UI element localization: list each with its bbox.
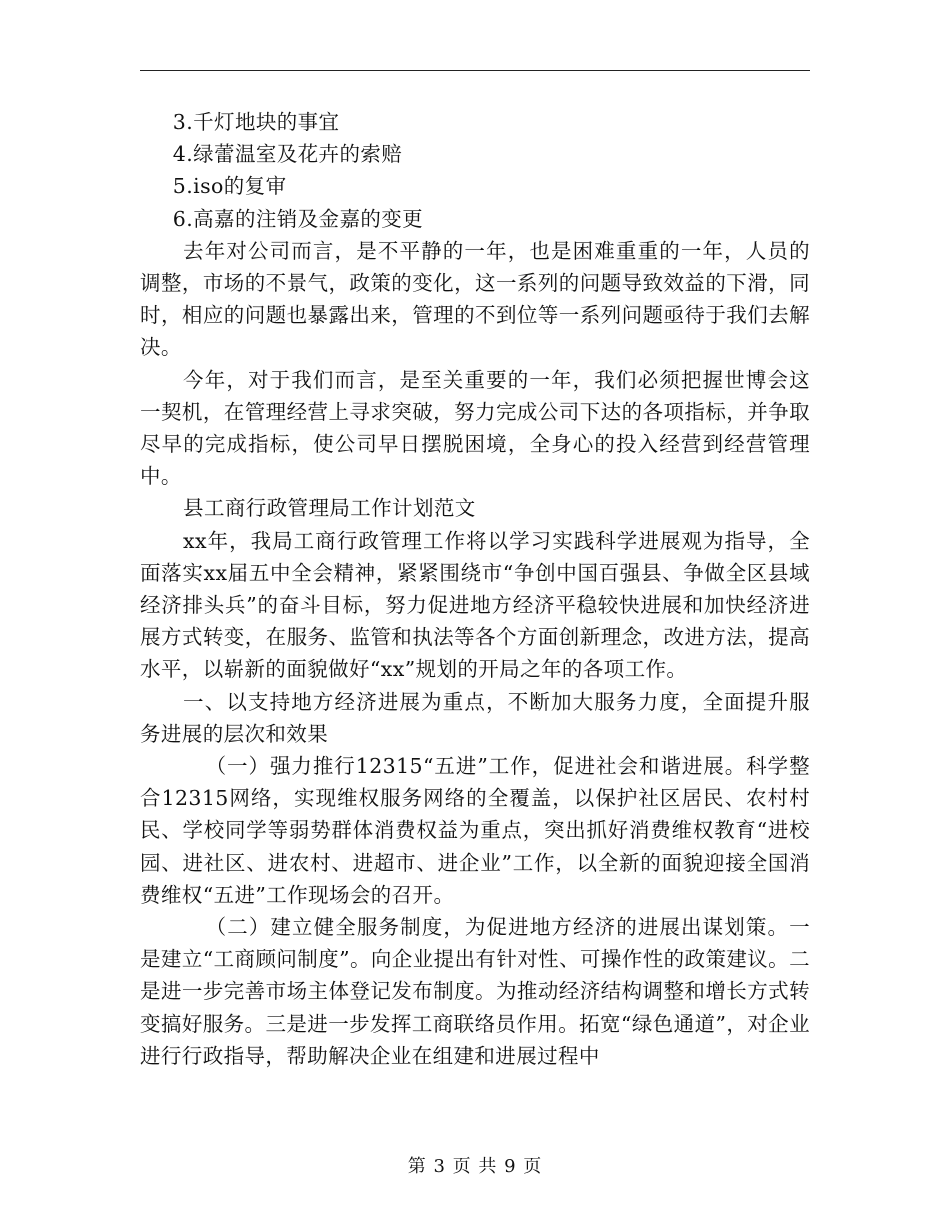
document-body <box>140 106 810 1072</box>
list-item: 6.高嘉的注销及金嘉的变更 <box>172 206 424 231</box>
paragraph: （二）建立健全服务制度，为促进地方经济的进展出谋划策。一是建立“工商顾问制度”。向企业提出有针对性、可操作性的政策建议。二是进一步完善市场主体登记发布制度。为推动经济结构调整和增长方式转变搞好服务。三是进一步发挥工商联络员作用。拓宽“绿色通道”，对企业进行行政指导，帮助解决企业在组建和进展过程中 <box>140 915 810 1068</box>
list-item: 5.iso的复审 <box>172 174 287 199</box>
list-item: 3.千灯地块的事宜 <box>172 110 340 134</box>
list-item: 4.绿蕾温室及花卉的索赔 <box>172 142 403 167</box>
section-title: 县工商行政管理局工作计划范文 <box>183 496 476 521</box>
page-number: 第 3 页 共 9 页 <box>407 1156 543 1177</box>
paragraph: （一）强力推行12315“五进”工作，促进社会和谐进展。科学整合12315网络，实现维权服务网络的全覆盖，以保护社区居民、农村村民、学校同学等弱势群体消费权益为重点，突出抓好消费维权教育“进校园、进社区、进农村、进超市、进企业”工作，以全新的面貌迎接全国消费维权“五进”工作现场会的召开。 <box>140 754 810 907</box>
paragraph: 去年对公司而言，是不平静的一年，也是困难重重的一年，人员的调整，市场的不景气，政策的变化，这一系列的问题导致效益的下滑，同时，相应的问题也暴露出来，管理的不到位等一系列问题亟待于我们去解决。 <box>140 238 810 360</box>
paragraph: xx年，我局工商行政管理工作将以学习实践科学进展观为指导，全面落实xx届五中全会精神，紧紧围绕市“争创中国百强县、争做全区县域经济排头兵”的奋斗目标，努力促进地方经济平稳较快进展和加快经济进展方式转变，在服务、监管和执法等各个方面创新理念，改进方法，提高水平，以崭新的面貌做好“xx”规划的开局之年的各项工作。 <box>140 528 810 682</box>
paragraph: 今年，对于我们而言，是至关重要的一年，我们必须把握世博会这一契机，在管理经营上寻求突破，努力完成公司下达的各项指标，并争取尽早的完成指标，使公司早日摆脱困境，全身心的投入经营到经营管理中。 <box>140 367 810 489</box>
header-rule <box>140 70 810 71</box>
section-heading: 一、以支持地方经济进展为重点，不断加大服务力度，全面提升服务进展的层次和效果 <box>140 689 810 746</box>
